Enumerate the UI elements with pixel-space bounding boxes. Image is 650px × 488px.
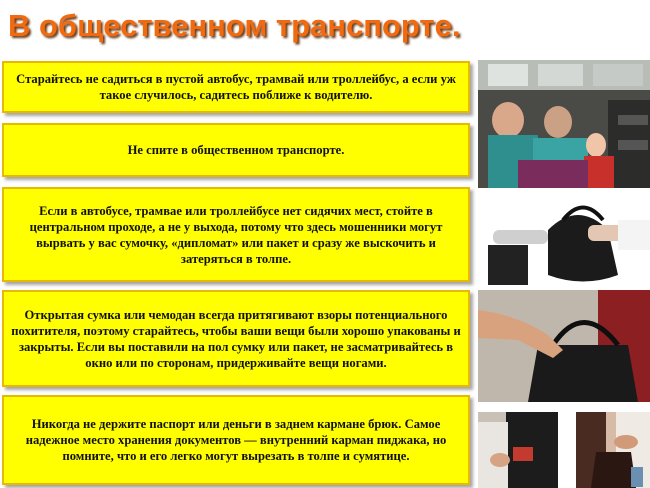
tip-text: Никогда не держите паспорт или деньги в заднем кармане брюк. Самое надежное место хранения документов — внутренний карман пиджака, но помните, что и его легко могут вырезать в толпе и сумятице. xyxy=(25,417,447,463)
tip-box-closed-bag xyxy=(2,290,470,387)
pickpocket-photo xyxy=(576,412,650,488)
page-title: В общественном транспорте. xyxy=(8,8,461,43)
tip-text: Если в автобусе, трамвае или троллейбусе нет сидячих мест, стойте в центральном проходе, а не у выхода, потому что здесь мошенники могут вырвать у вас сумочку, «дипломат» или пакет и сразу же выскочить и затеряться в толпе. xyxy=(29,203,443,266)
tip-text: Открытая сумка или чемодан всегда притягивают взоры потенциального похитителя, поэтому старайтесь, чтобы ваши вещи были хорошо упакованы и закрыты. Если вы поставили на пол сумку или пакет, не засматривайтесь в окно или по сторонам, придерживайте вещи ногами. xyxy=(11,307,461,370)
tip-box-empty-bus xyxy=(2,61,470,113)
tip-text: Не спите в общественном транспорте. xyxy=(127,143,345,157)
tip-box-stand-center xyxy=(2,187,470,282)
tip-box-no-sleeping xyxy=(2,123,470,177)
pocket-theft-photo xyxy=(478,412,558,488)
bag-snatching-photo xyxy=(478,190,650,288)
tip-text: Старайтесь не садиться в пустой автобус, трамвай или троллейбус, а если уж такое случилось, садитесь поближе к водителю. xyxy=(16,72,456,102)
bus-passengers-photo xyxy=(478,60,650,188)
tip-box-documents xyxy=(2,395,470,485)
hand-in-bag-photo xyxy=(478,290,650,402)
